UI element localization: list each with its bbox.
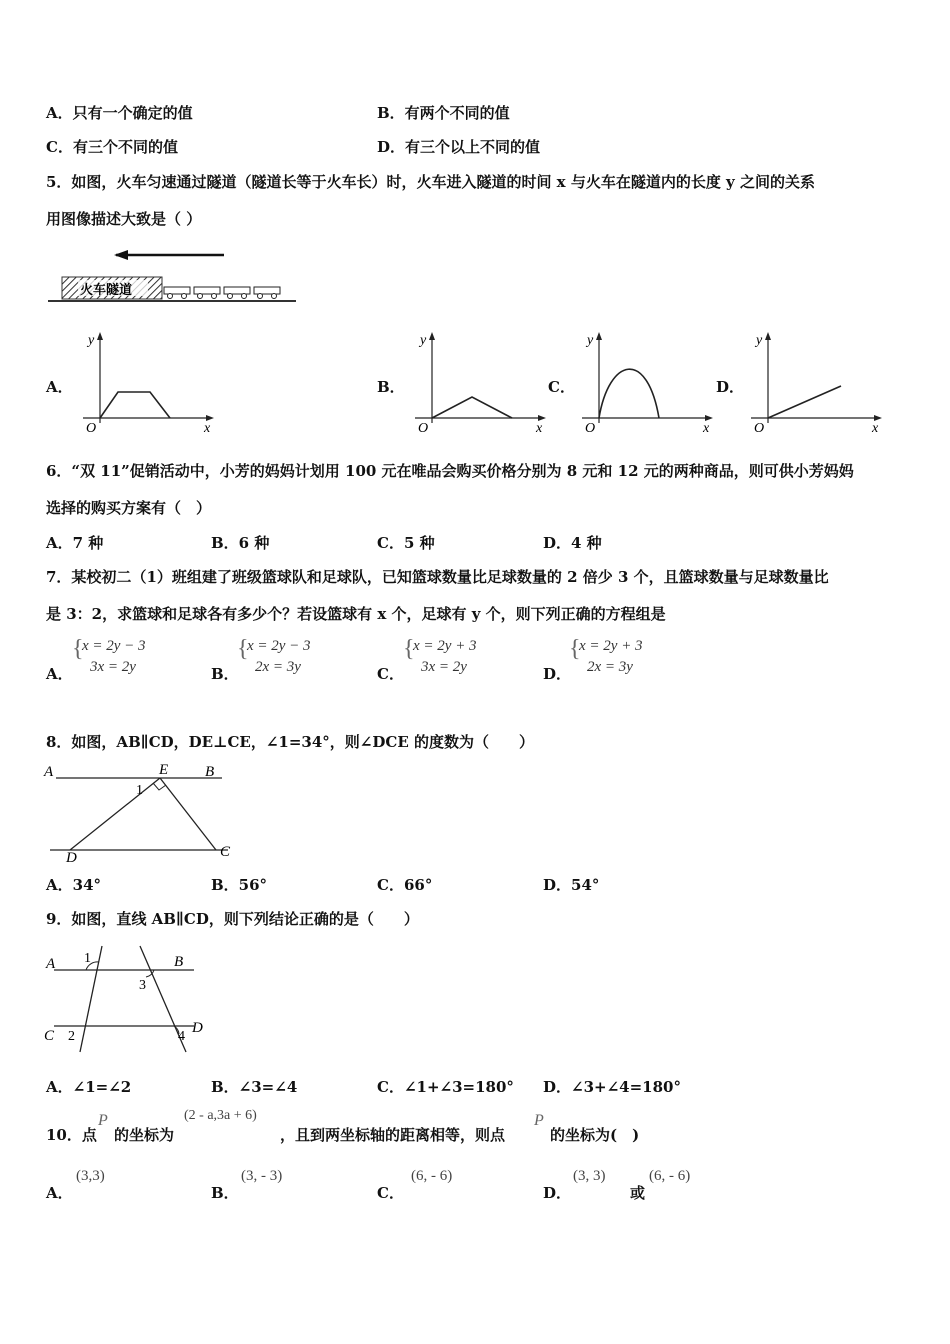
q10-label-b: B． [211, 1184, 239, 1202]
q9-text: 9．如图，直线 AB∥CD，则下列结论正确的是（ ） [46, 910, 419, 928]
svg-text:y: y [587, 333, 594, 348]
svg-text:O: O [585, 421, 596, 436]
q5-graph-a [78, 328, 218, 438]
q10-label-a: A． [46, 1184, 73, 1202]
svg-text:A: A [46, 956, 56, 972]
svg-text:C: C [44, 1028, 55, 1044]
svg-text:A: A [44, 764, 54, 780]
svg-text:x: x [204, 421, 211, 436]
q6-option-b: B．6 种 [211, 534, 270, 552]
svg-text:D: D [192, 1020, 203, 1036]
q7-text-line1: 7．某校初二（1）班组建了班级篮球队和足球队，已知篮球数量比足球数量的 2 倍少 3 个，且篮球数量与足球数量比 [46, 568, 829, 586]
svg-text:D: D [66, 850, 77, 866]
q4-option-b: B．有两个不同的值 [377, 104, 510, 122]
svg-text:y: y [420, 333, 427, 348]
q8-option-c: C．66° [377, 876, 433, 894]
svg-text:B: B [174, 954, 184, 970]
q5-text-line2: 用图像描述大致是（ ） [46, 210, 202, 228]
q8-text: 8．如图，AB∥CD，DE⊥CE，∠1=34°，则∠DCE 的度数为（ ） [46, 733, 534, 751]
q5-graph-b [410, 328, 550, 438]
tunnel-label: 火车隧道 [80, 282, 133, 297]
q5-label-c: C． [548, 378, 575, 396]
q6-text-line2: 选择的购买方案有（ ） [46, 499, 212, 517]
svg-text:x: x [703, 421, 710, 436]
q7-label-b: B． [211, 665, 239, 683]
q4-option-d: D．有三个以上不同的值 [377, 138, 541, 156]
svg-text:y: y [88, 333, 95, 348]
q10-prefix: 10．点 [46, 1126, 97, 1144]
q6-option-a: A．7 种 [46, 534, 104, 552]
svg-text:2: 2 [68, 1029, 75, 1044]
q10-label-d: D． [543, 1184, 572, 1202]
q5-label-a: A． [46, 378, 73, 396]
q4-option-c: C．有三个不同的值 [46, 138, 178, 156]
q8-option-b: B．56° [211, 876, 268, 894]
q5-label-d: D． [716, 378, 745, 396]
train-cars [164, 287, 280, 299]
q10-option-d2: (6, - 6) [649, 1168, 691, 1184]
svg-text:B: B [205, 764, 215, 780]
q9-option-a: A．∠1=∠2 [46, 1078, 132, 1096]
svg-text:1: 1 [136, 783, 143, 798]
q10-suffix: 的坐标为( ) [550, 1126, 640, 1144]
svg-text:C: C [220, 844, 231, 860]
q6-option-d: D．4 种 [543, 534, 602, 552]
q10-option-b: (3, - 3) [241, 1168, 283, 1184]
q8-option-a: A．34° [46, 876, 102, 894]
q10-mid: 的坐标为 [114, 1126, 175, 1144]
q10-option-a: (3,3) [76, 1168, 105, 1184]
svg-text:1: 1 [84, 951, 91, 966]
q10-option-d1: (3, 3) [573, 1168, 606, 1184]
q10-option-c: (6, - 6) [411, 1168, 453, 1184]
q5-text-line1: 5．如图，火车匀速通过隧道（隧道长等于火车长）时，火车进入隧道的时间 x 与火车在隧道内的长度 y 之间的关系 [46, 173, 815, 191]
svg-text:4: 4 [178, 1029, 185, 1044]
q9-option-b: B．∠3=∠4 [211, 1078, 298, 1096]
q10-mid2: ，且到两坐标轴的距离相等，则点 [280, 1126, 506, 1144]
q10-label-c: C． [377, 1184, 404, 1202]
q10-point-p2: P [534, 1112, 544, 1129]
q10-coord: (2 - a,3a + 6) [184, 1108, 257, 1123]
q8-option-d: D．54° [543, 876, 600, 894]
svg-text:3: 3 [139, 978, 146, 993]
svg-text:O: O [86, 421, 97, 436]
svg-text:O: O [418, 421, 429, 436]
svg-text:y: y [756, 333, 763, 348]
q6-text-line1: 6．“双 11”促销活动中，小芳的妈妈计划用 100 元在唯品会购买价格分别为 8 元和 12 元的两种商品，则可供小芳妈妈 [46, 462, 854, 480]
q7-label-c: C． [377, 665, 404, 683]
q7-label-a: A． [46, 665, 73, 683]
svg-text:O: O [754, 421, 765, 436]
svg-text:x: x [536, 421, 543, 436]
q10-or: 或 [630, 1184, 646, 1202]
q5-label-b: B． [377, 378, 405, 396]
q4-option-a: A．只有一个确定的值 [46, 104, 193, 122]
q5-graph-c [577, 328, 717, 438]
q6-option-c: C．5 种 [377, 534, 435, 552]
q9-figure [44, 940, 214, 1060]
q5-train-figure [44, 245, 304, 310]
q9-option-d: D．∠3+∠4=180° [543, 1078, 681, 1096]
q7-text-line2: 是 3：2，求篮球和足球各有多少个？若设篮球有 x 个，足球有 y 个，则下列正确的方程组是 [46, 605, 666, 623]
q8-figure [44, 758, 236, 866]
q5-graph-d [746, 328, 886, 438]
q10-point-p: P [98, 1112, 108, 1129]
svg-text:E: E [159, 762, 169, 778]
q9-option-c: C．∠1+∠3=180° [377, 1078, 514, 1096]
q7-label-d: D． [543, 665, 572, 683]
svg-text:x: x [872, 421, 879, 436]
